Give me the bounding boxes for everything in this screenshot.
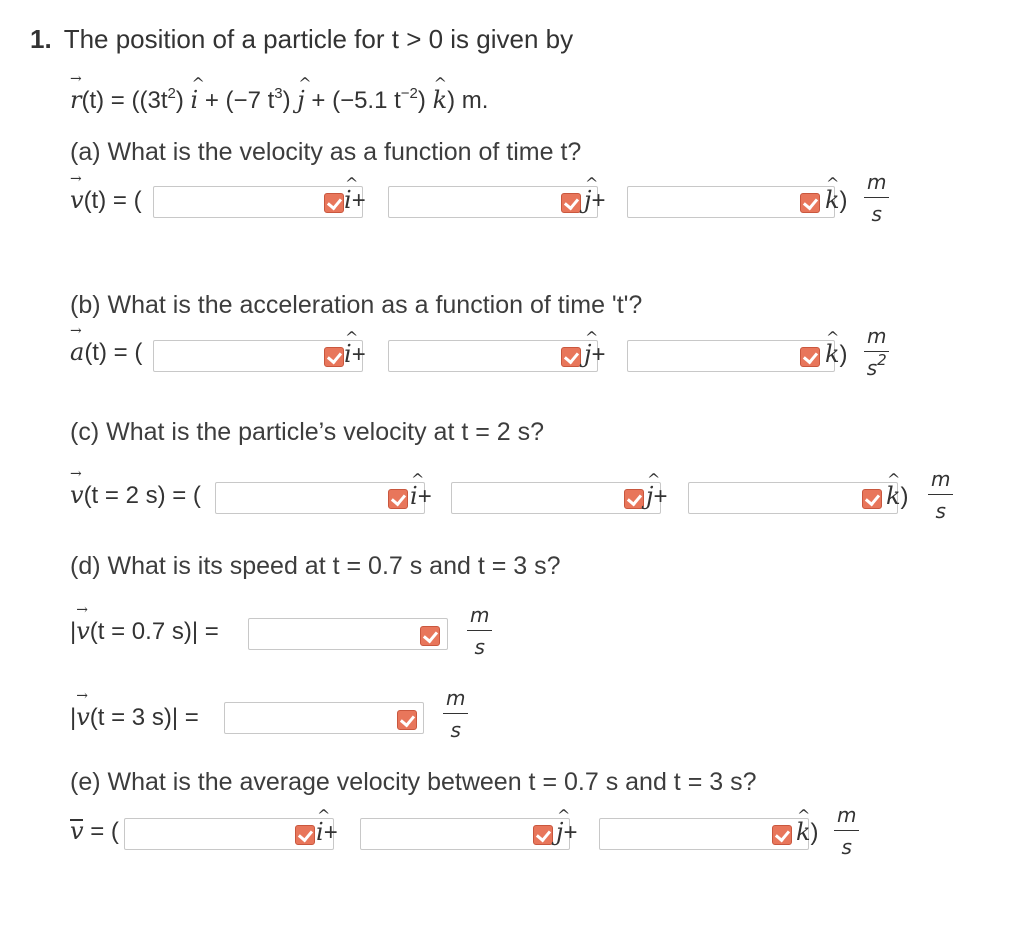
i-hat: ^ i bbox=[316, 818, 324, 846]
check-badge-icon bbox=[800, 193, 820, 213]
check-badge-icon bbox=[772, 825, 792, 845]
check-badge-icon bbox=[324, 193, 344, 213]
check-badge-icon bbox=[388, 489, 408, 509]
k-hat: ^ k bbox=[825, 340, 840, 368]
acceleration-label: → a(t) = ( bbox=[70, 338, 142, 367]
question-d: (d) What is its speed at t = 0.7 s and t = 3 s? bbox=[70, 552, 561, 580]
check-badge-icon bbox=[624, 489, 644, 509]
k-hat: ^ k bbox=[825, 186, 840, 214]
i-hat: ^ i bbox=[344, 340, 352, 368]
velocity-at-2s-label: → v(t = 2 s) = ( bbox=[70, 481, 201, 510]
j-hat: ^ j bbox=[584, 186, 591, 214]
check-badge-icon bbox=[295, 825, 315, 845]
i-hat: ^ i bbox=[344, 186, 352, 214]
unit-fraction: $\frac{m}{s}$ bbox=[443, 686, 468, 742]
average-velocity-label: v = ( bbox=[70, 817, 119, 845]
problem-title bbox=[30, 24, 573, 55]
j-hat: ^ j bbox=[584, 340, 591, 368]
question-a: (a) What is the velocity as a function of time t? bbox=[70, 138, 582, 166]
check-badge-icon bbox=[420, 626, 440, 646]
unit-fraction: $\frac{m}{s}$ bbox=[467, 603, 492, 659]
unit-fraction: $\frac{m}{s^2}$ bbox=[864, 324, 889, 380]
unit-fraction: $\frac{m}{s}$ bbox=[928, 467, 953, 523]
j-hat: ^ j bbox=[556, 818, 563, 846]
position-vector-symbol: → r bbox=[70, 86, 81, 114]
k-hat: ^ k bbox=[886, 482, 901, 510]
unit-fraction: $\frac{m}{s}$ bbox=[864, 170, 889, 226]
speed-at-07s-label: |→ v(t = 0.7 s)| = bbox=[70, 617, 219, 646]
j-hat: ^ j bbox=[646, 482, 653, 510]
i-hat: ^ i bbox=[410, 482, 418, 510]
problem-statement: The position of a particle for t > 0 is given by bbox=[63, 24, 574, 54]
question-e: (e) What is the average velocity between t = 0.7 s and t = 3 s? bbox=[70, 768, 757, 796]
j-hat: ^ j bbox=[297, 86, 304, 114]
speed-07s-input[interactable] bbox=[248, 618, 448, 650]
check-badge-icon bbox=[324, 347, 344, 367]
problem-number: 1. bbox=[30, 24, 52, 54]
speed-3s-input[interactable] bbox=[224, 702, 424, 734]
velocity-label: → v(t) = ( bbox=[70, 186, 142, 215]
question-c: (c) What is the particle’s velocity at t = 2 s? bbox=[70, 418, 545, 446]
question-b: (b) What is the acceleration as a function of time 't'? bbox=[70, 291, 643, 319]
i-hat: ^ i bbox=[191, 86, 199, 114]
check-badge-icon bbox=[561, 347, 581, 367]
k-hat: ^ k bbox=[796, 818, 811, 846]
unit-fraction: $\frac{m}{s}$ bbox=[834, 803, 859, 859]
check-badge-icon bbox=[862, 489, 882, 509]
check-badge-icon bbox=[397, 710, 417, 730]
position-equation: → $r(t) = ((3t^2)$ ^ i + (−7 $t^3$) ^ j + (−5.1 $t^{-2}$) ^ k) m. bbox=[70, 86, 488, 115]
k-hat: ^ k bbox=[433, 86, 448, 114]
speed-at-3s-label: |→ v(t = 3 s)| = bbox=[70, 703, 199, 732]
check-badge-icon bbox=[533, 825, 553, 845]
check-badge-icon bbox=[561, 193, 581, 213]
check-badge-icon bbox=[800, 347, 820, 367]
